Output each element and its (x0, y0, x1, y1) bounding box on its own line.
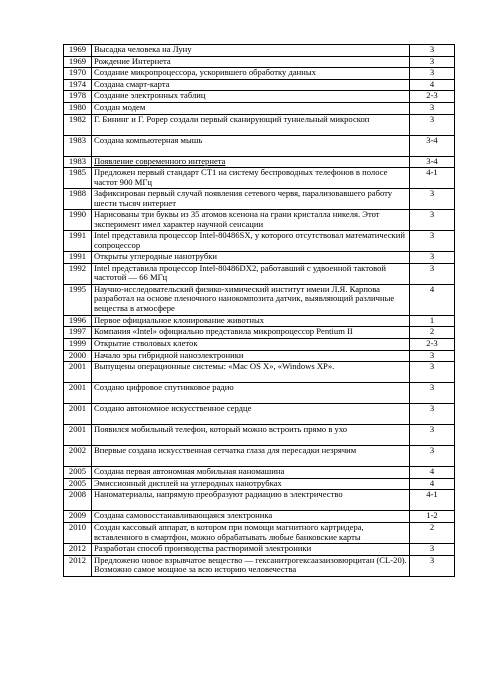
table-row (64, 327, 455, 339)
event-cell: Компания «Intel» официально представила микропроцессор Pentium II (92, 327, 410, 339)
level-cell: 2 (410, 522, 455, 543)
table-row (64, 467, 455, 479)
level-cell: 3 (410, 210, 455, 231)
event-cell: Открытие стволовых клеток (92, 338, 410, 350)
event-cell: Высадка человека на Луну (92, 45, 410, 57)
event-cell: Рождение Интернета (92, 56, 410, 68)
table-row (64, 490, 455, 511)
table-row (64, 362, 455, 383)
year-cell: 1990 (64, 210, 92, 231)
table-row (64, 350, 455, 362)
table-row (64, 56, 455, 68)
table-row (64, 45, 455, 57)
table-row (64, 425, 455, 446)
table-row (64, 210, 455, 231)
year-cell: 2001 (64, 362, 92, 383)
table-row (64, 315, 455, 327)
event-cell: Предложен первый стандарт CT1 на систему беспроводных телефонов в полосе частот 900 МГц (92, 168, 410, 189)
year-cell: 1999 (64, 338, 92, 350)
table-row (64, 522, 455, 543)
level-cell: 3 (410, 555, 455, 576)
event-cell: Выпущены операционные системы: «Mac OS X», «Windows XP». (92, 362, 410, 383)
level-cell: 3 (410, 102, 455, 114)
year-cell: 2001 (64, 425, 92, 446)
year-cell: 1991 (64, 252, 92, 264)
year-cell: 1970 (64, 68, 92, 80)
table-row (64, 446, 455, 467)
event-cell: Разработан способ производства растворимой электроники (92, 543, 410, 555)
event-cell: Впервые создана искусственная сетчатка глаза для пересадки незрячим (92, 446, 410, 467)
event-cell: Первое официальное клонирование животных (92, 315, 410, 327)
level-cell: 3 (410, 446, 455, 467)
event-cell: Intel представила процессор Intel-80486DX2, работавший с удвоенной тактовой частотой — 66 МГц (92, 263, 410, 284)
event-cell: Создано цифровое спутниковое радио (92, 383, 410, 404)
table-row (64, 511, 455, 523)
table-row (64, 404, 455, 425)
level-cell: 4 (410, 79, 455, 91)
year-cell: 2005 (64, 467, 92, 479)
year-cell: 1995 (64, 284, 92, 315)
table-row (64, 68, 455, 80)
level-cell: 3 (410, 362, 455, 383)
year-cell: 2009 (64, 511, 92, 523)
year-cell: 2000 (64, 350, 92, 362)
level-cell: 3 (410, 383, 455, 404)
event-cell: Создание электронных таблиц (92, 91, 410, 103)
level-cell: 3-4 (410, 156, 455, 168)
year-cell: 2008 (64, 490, 92, 511)
year-cell: 1991 (64, 231, 92, 252)
year-cell: 1978 (64, 91, 92, 103)
event-cell: Создан кассовый аппарат, в котором при помощи магнитного картридера, вставленного в смартфон, можно обрабатывать любые банковские карты (92, 522, 410, 543)
year-cell: 1980 (64, 102, 92, 114)
table-row (64, 91, 455, 103)
event-cell: Наноматериалы, напрямую преобразуют радиацию в электричество (92, 490, 410, 511)
table-row (64, 555, 455, 576)
table-row (64, 263, 455, 284)
event-cell: Предложено новое взрывчатое вещество — гексанитрогексаазаизовюрцитан (CL-20). Возможно самое мощное за всю историю человечества (92, 555, 410, 576)
table-row (64, 284, 455, 315)
event-cell: Создана компьютерная мышь (92, 135, 410, 156)
table-row (64, 79, 455, 91)
table-row (64, 168, 455, 189)
year-cell: 1988 (64, 189, 92, 210)
table-row (64, 338, 455, 350)
event-cell: Intel представила процессор Intel-80486SX, у которого отсутствовал математический сопроцессор (92, 231, 410, 252)
year-cell: 2005 (64, 478, 92, 490)
year-cell: 2002 (64, 446, 92, 467)
level-cell: 3 (410, 56, 455, 68)
event-cell: Научно-исследовательский физико-химический институт имени Л.Я. Карпова разработал на основе пленочного нанокомпозита датчик, выявляющий различные вещества в атмосфере (92, 284, 410, 315)
year-cell: 1983 (64, 156, 92, 168)
table-row (64, 189, 455, 210)
year-cell: 2001 (64, 404, 92, 425)
level-cell: 3 (410, 231, 455, 252)
table-row (64, 156, 455, 168)
level-cell: 3 (410, 45, 455, 57)
table-row (64, 383, 455, 404)
event-cell: Создание микропроцессора, ускорившего обработку данных (92, 68, 410, 80)
year-cell: 2012 (64, 543, 92, 555)
event-cell: Появился мобильный телефон, который можно встроить прямо в ухо (92, 425, 410, 446)
event-cell: Эмиссионный дисплей на углеродных нанотрубках (92, 478, 410, 490)
level-cell: 3 (410, 543, 455, 555)
event-cell: Создан модем (92, 102, 410, 114)
year-cell: 1985 (64, 168, 92, 189)
level-cell: 4 (410, 467, 455, 479)
level-cell: 4-1 (410, 490, 455, 511)
level-cell: 2 (410, 327, 455, 339)
year-cell: 1992 (64, 263, 92, 284)
event-cell: Начало эры гибридной наноэлектроники (92, 350, 410, 362)
event-cell: Создано автономное искусственное сердце (92, 404, 410, 425)
level-cell: 4 (410, 478, 455, 490)
level-cell: 3 (410, 263, 455, 284)
timeline-table (63, 44, 455, 577)
table-row (64, 252, 455, 264)
level-cell: 3 (410, 114, 455, 135)
event-cell: Создана первая автономная мобильная наномашина (92, 467, 410, 479)
event-cell: Создана смарт-карта (92, 79, 410, 91)
year-cell: 1969 (64, 45, 92, 57)
year-cell: 1982 (64, 114, 92, 135)
year-cell: 2012 (64, 555, 92, 576)
table-row (64, 114, 455, 135)
table-row (64, 135, 455, 156)
year-cell: 2010 (64, 522, 92, 543)
table-row (64, 102, 455, 114)
event-cell: Появление современного интернета (92, 156, 410, 168)
table-row (64, 543, 455, 555)
table-row (64, 231, 455, 252)
year-cell: 1997 (64, 327, 92, 339)
level-cell: 4 (410, 284, 455, 315)
level-cell: 3 (410, 189, 455, 210)
year-cell: 1996 (64, 315, 92, 327)
level-cell: 4-1 (410, 168, 455, 189)
level-cell: 3 (410, 350, 455, 362)
level-cell: 3 (410, 68, 455, 80)
year-cell: 2001 (64, 383, 92, 404)
level-cell: 2-3 (410, 338, 455, 350)
table-row (64, 478, 455, 490)
year-cell: 1969 (64, 56, 92, 68)
level-cell: 3-4 (410, 135, 455, 156)
event-cell: Открыты углеродные нанотрубки (92, 252, 410, 264)
year-cell: 1974 (64, 79, 92, 91)
event-cell: Зафиксирован первый случай появления сетевого червя, парализовавшего работу шести тысяч интернет (92, 189, 410, 210)
level-cell: 3 (410, 404, 455, 425)
level-cell: 3 (410, 252, 455, 264)
event-cell: Нарисованы три буквы из 35 атомов ксенона на грани кристалла никеля. Этот эксперимент имел характер научной сенсации (92, 210, 410, 231)
level-cell: 1 (410, 315, 455, 327)
level-cell: 1-2 (410, 511, 455, 523)
year-cell: 1983 (64, 135, 92, 156)
event-cell: Г. Бининг и Г. Popep создали первый сканирующий туннельный микроскоп (92, 114, 410, 135)
level-cell: 2-3 (410, 91, 455, 103)
event-cell: Создана самовосстанавливающаяся электроника (92, 511, 410, 523)
level-cell: 3 (410, 425, 455, 446)
